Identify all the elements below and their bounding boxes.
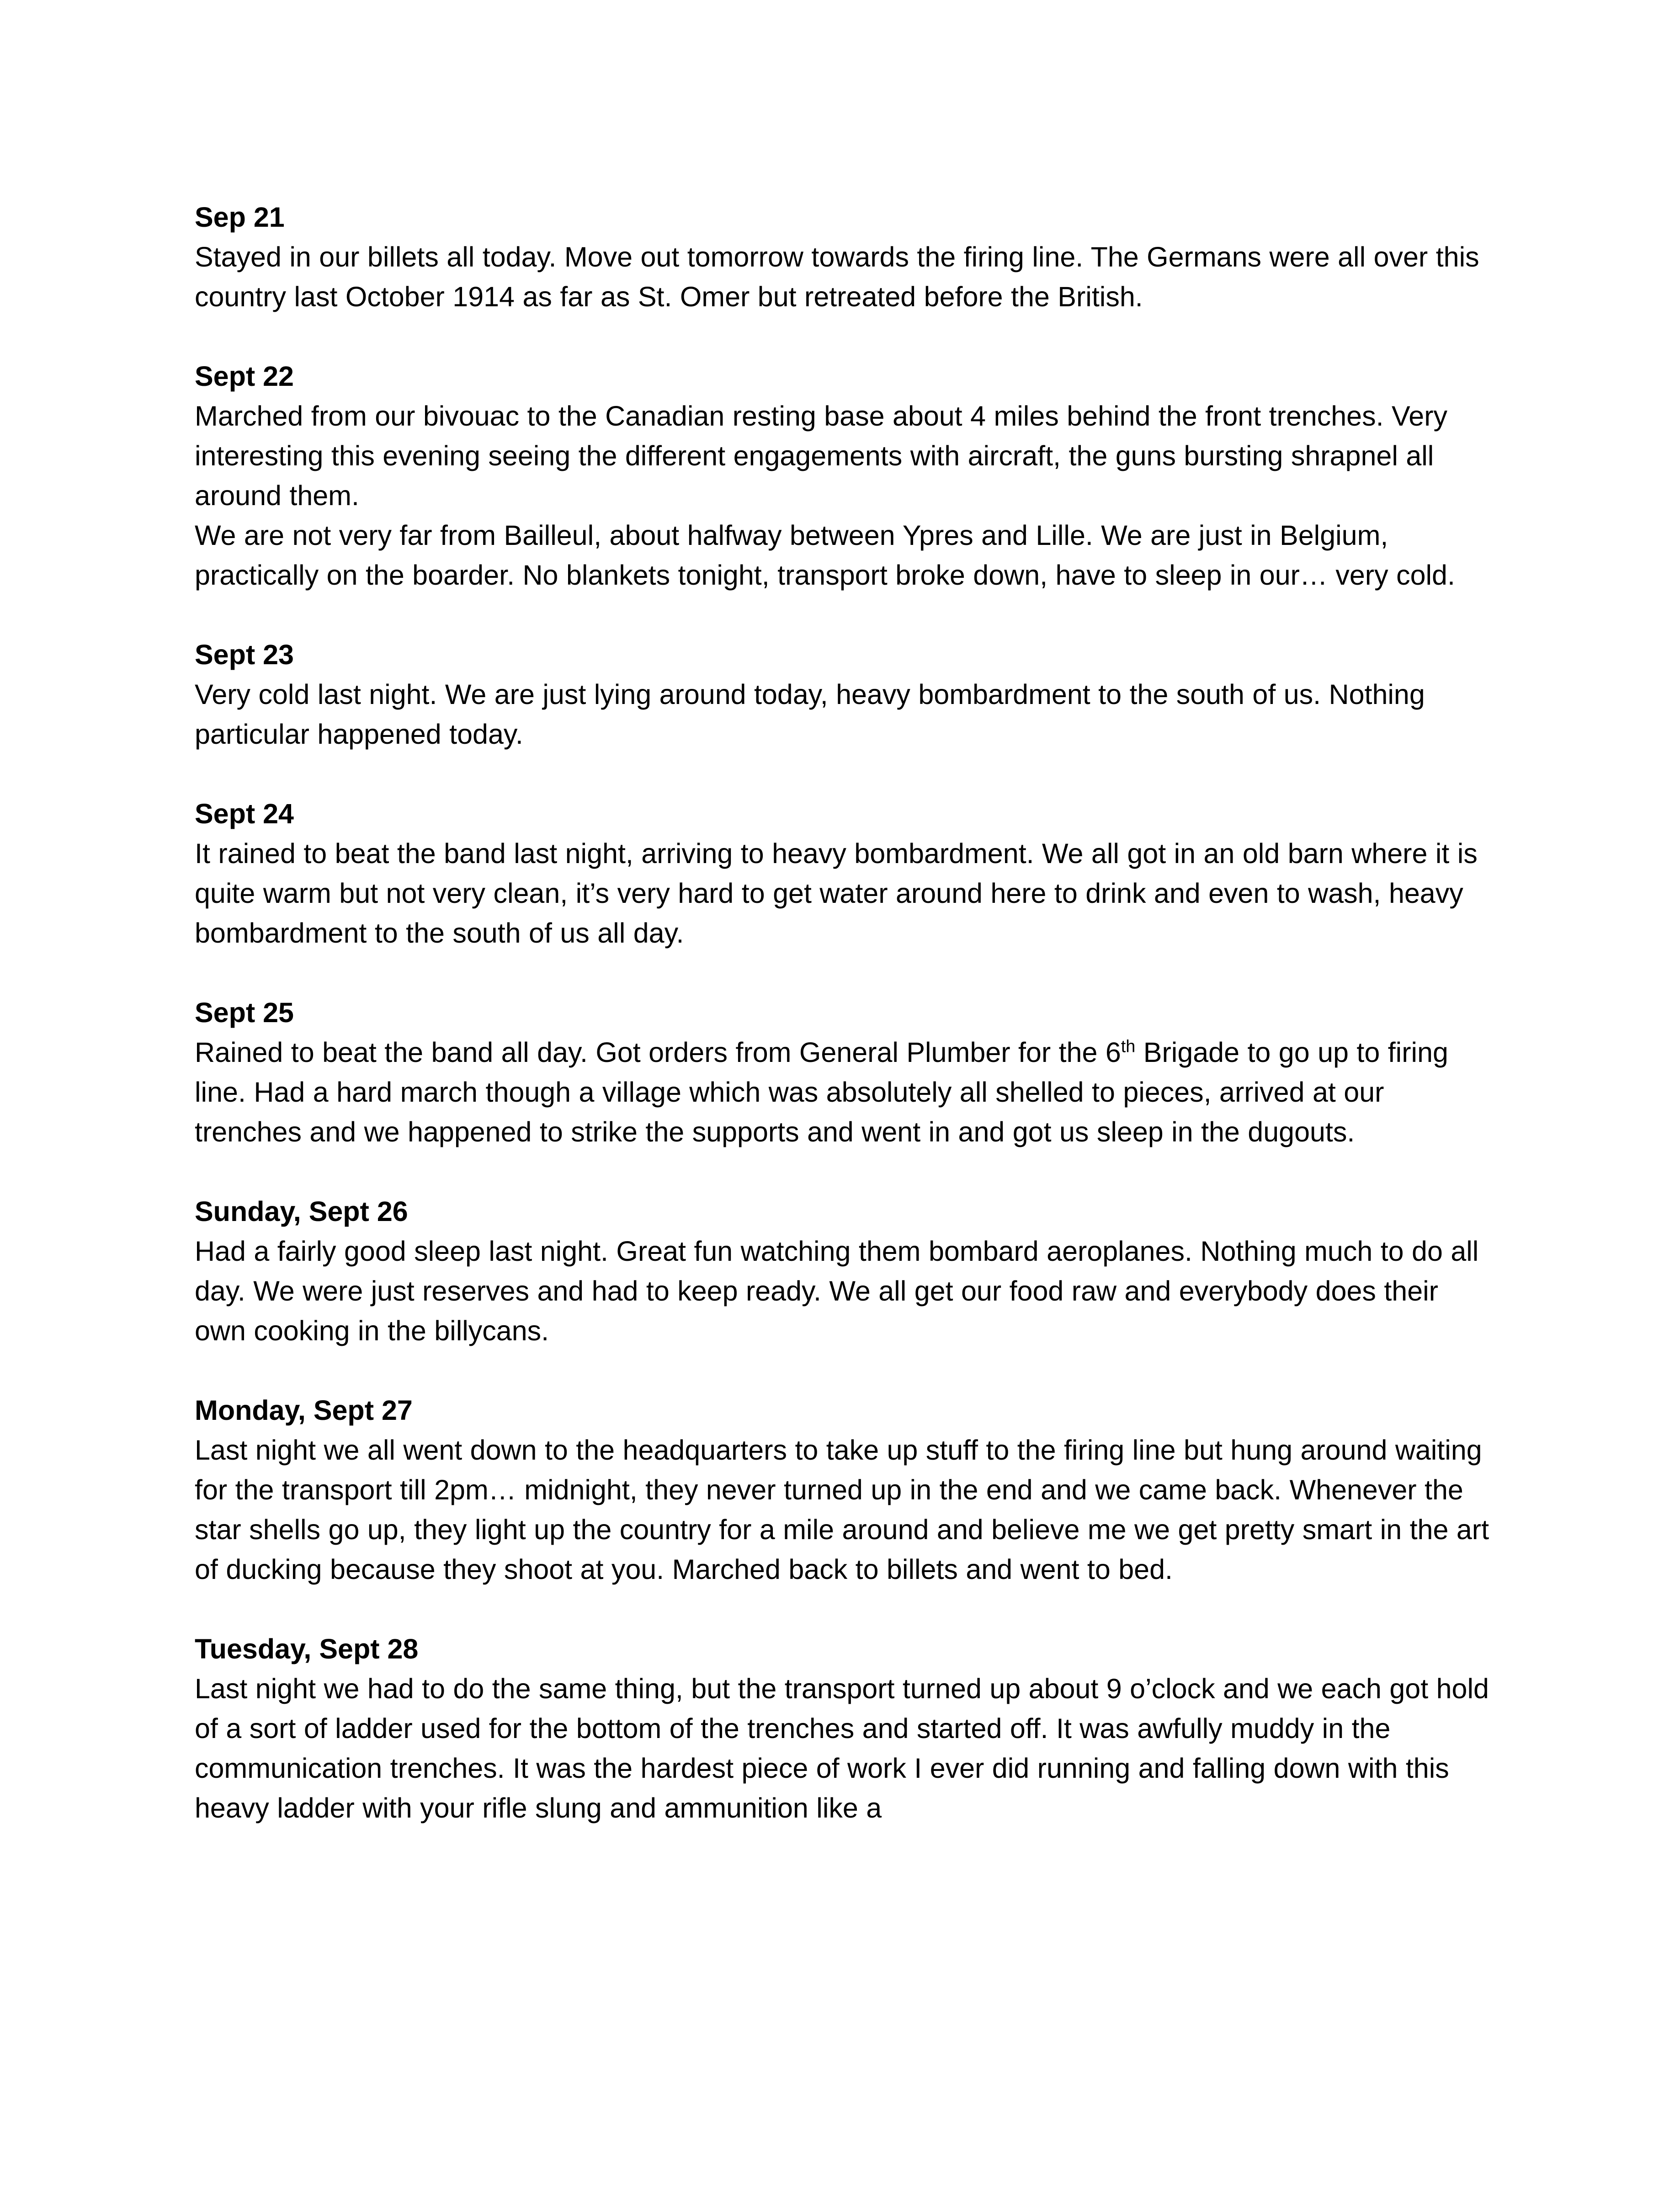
entry-heading: Sept 22 — [195, 361, 294, 392]
paragraph-text-before-superscript: Rained to beat the band all day. Got orders from General Plumber for the 6 — [195, 1037, 1121, 1068]
entry-heading: Sept 25 — [195, 997, 294, 1028]
paragraph-text-after-superscript: Brigade to go up to firing line. Had a hard march though a village which was absolutely all shelled to pieces, arrived at our trenches and we happened to strike the supports and went in and got us sleep in the dugouts. — [195, 1037, 1448, 1147]
diary-entry-sep-21 — [195, 197, 1491, 317]
diary-entry-sept-25 — [195, 993, 1491, 1152]
entry-paragraph: Last night we all went down to the headquarters to take up stuff to the firing line but hung around waiting for the transport till 2pm… midnight, they never turned up in the end and we came back. Whenever the star shells go up, they light up the country for a mile around and believe me we get pretty smart in the art of ducking because they shoot at you. Marched back to billets and went to bed. — [195, 1434, 1489, 1585]
entry-heading: Sunday, Sept 26 — [195, 1196, 408, 1227]
diary-entry-monday-sept-27 — [195, 1391, 1491, 1589]
diary-entry-sunday-sept-26 — [195, 1192, 1491, 1351]
entry-heading: Sep 21 — [195, 202, 285, 233]
document-content — [195, 197, 1491, 1828]
diary-entry-sept-22 — [195, 357, 1491, 595]
entry-paragraph: Marched from our bivouac to the Canadian resting base about 4 miles behind the front trenches. Very interesting this evening seeing the different engagements with aircraft, the guns bursting shrapnel all around them. — [195, 400, 1448, 511]
entry-paragraph: Stayed in our billets all today. Move out tomorrow towards the firing line. The Germans were all over this country last October 1914 as far as St. Omer but retreated before the British. — [195, 241, 1479, 312]
entry-paragraph: We are not very far from Bailleul, about halfway between Ypres and Lille. We are just in Belgium, practically on the boarder. No blankets tonight, transport broke down, have to sleep in our… very cold. — [195, 520, 1455, 591]
diary-entry-tuesday-sept-28 — [195, 1629, 1491, 1828]
entry-heading: Tuesday, Sept 28 — [195, 1633, 419, 1664]
entry-heading: Sept 23 — [195, 639, 294, 670]
diary-entry-sept-23 — [195, 635, 1491, 754]
ordinal-superscript: th — [1121, 1037, 1136, 1056]
entry-paragraph: Had a fairly good sleep last night. Great fun watching them bombard aeroplanes. Nothing much to do all day. We were just reserves and had to keep ready. We all get our food raw and everybody does their own cooking in the billycans. — [195, 1236, 1479, 1346]
diary-entry-sept-24 — [195, 794, 1491, 953]
entry-paragraph: Last night we had to do the same thing, but the transport turned up about 9 o’clock and we each got hold of a sort of ladder used for the bottom of the trenches and started off. It was awfully muddy in the communication trenches. It was the hardest piece of work I ever did running and falling down with this heavy ladder with your rifle slung and ammunition like a — [195, 1673, 1489, 1823]
entry-heading: Monday, Sept 27 — [195, 1395, 413, 1426]
entry-paragraph: Very cold last night. We are just lying around today, heavy bombardment to the south of us. Nothing particular happened today. — [195, 679, 1425, 750]
entry-heading: Sept 24 — [195, 798, 294, 829]
entry-paragraph — [195, 1033, 1491, 1152]
entry-paragraph: It rained to beat the band last night, arriving to heavy bombardment. We all got in an old barn where it is quite warm but not very clean, it’s very hard to get water around here to drink and even to wash, heavy bombardment to the south of us all day. — [195, 838, 1478, 949]
